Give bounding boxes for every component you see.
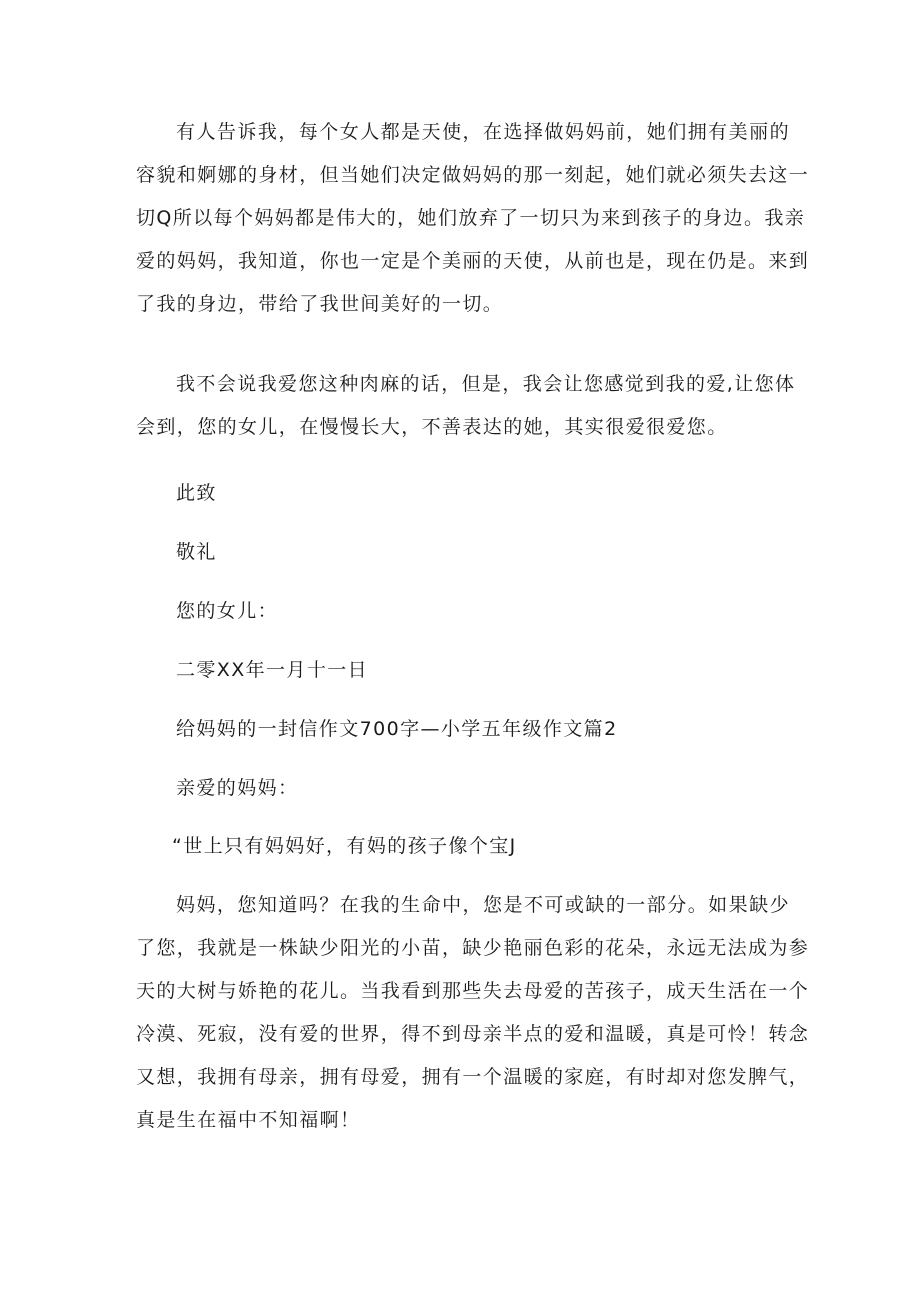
text-line: 又想，我拥有母亲，拥有母爱，拥有一个温暖的家庭，有时却对您发脾气， — [136, 1066, 810, 1088]
text-line: 天的大树与娇艳的花儿。当我看到那些失去母爱的苦孩子，成天生活在一个 — [136, 980, 810, 1002]
signature-line: 您的女儿： — [176, 600, 279, 622]
quote-line: “世上只有妈妈好，有妈的孩子像个宝J — [172, 835, 517, 857]
text-line: 了我的身边，带给了我世间美好的一切。 — [136, 293, 504, 315]
text-line: 爱的妈妈，我知道，你也一定是个美丽的天使，从前也是，现在仍是。来到 — [136, 250, 810, 272]
text-line: 容貌和婀娜的身材，但当她们决定做妈妈的那一刻起，她们就必须失去这一 — [136, 164, 810, 186]
letter1-paragraph-2 — [136, 367, 796, 444]
text-line: 我不会说我爱您这种肉麻的话，但是，我会让您感觉到我的爱,让您体 — [176, 373, 796, 395]
closing-line-2: 敬礼 — [176, 541, 217, 563]
text-line: 冷漠、死寂，没有爱的世界，得不到母亲半点的爱和温暖，真是可怜！转念 — [136, 1023, 810, 1045]
letter1-paragraph-1 — [136, 115, 810, 321]
date-line: 二零XX年一月十一日 — [176, 659, 369, 681]
text-line: 切Q所以每个妈妈都是伟大的，她们放弃了一切只为来到孩子的身边。我亲 — [136, 207, 806, 229]
text-line: 真是生在福中不知福啊！ — [136, 1109, 361, 1131]
text-line: 妈妈，您知道吗？在我的生命中，您是不可或缺的一部分。如果缺少 — [176, 894, 790, 916]
closing-line-1: 此致 — [176, 482, 217, 504]
letter2-paragraph-1 — [136, 888, 810, 1137]
salutation-line: 亲爱的妈妈： — [176, 777, 299, 799]
text-line: 有人告诉我，每个女人都是天使，在选择做妈妈前，她们拥有美丽的 — [176, 121, 790, 143]
text-line: 会到，您的女儿，在慢慢长大，不善表达的她，其实很爱很爱您。 — [136, 416, 728, 438]
text-line: 了您，我就是一株缺少阳光的小苗，缺少艳丽色彩的花朵，永远无法成为参 — [136, 937, 810, 959]
section-heading: 给妈妈的一封信作文700字—小学五年级作文篇2 — [176, 718, 618, 740]
